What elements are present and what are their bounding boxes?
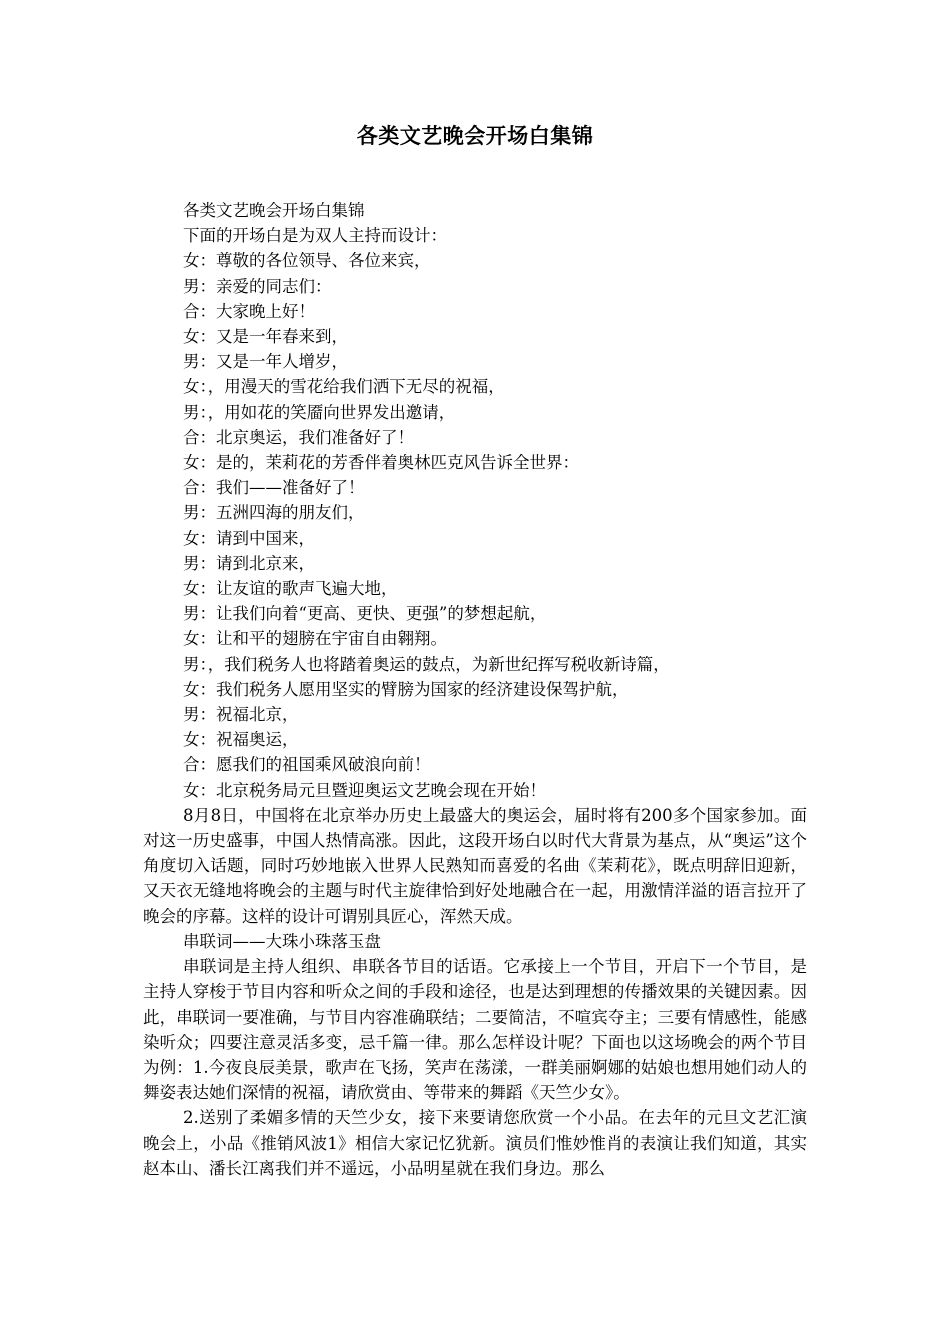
text-line: 合：愿我们的祖国乘风破浪向前！ — [183, 755, 431, 775]
text-line: 女：是的，茉莉花的芳香伴着奥林匹克风告诉全世界： — [183, 453, 579, 473]
text-line: 男：亲爱的同志们： — [183, 276, 332, 296]
text-line: 合：大家晚上好！ — [183, 301, 315, 321]
text-line: 合：北京奥运，我们准备好了！ — [183, 427, 414, 447]
text-line: 女：又是一年春来到， — [183, 327, 348, 347]
text-line: 下面的开场白是为双人主持而设计： — [183, 226, 447, 246]
transition-paragraph: 串联词是主持人组织、串联各节目的话语。它承接上一个节目，开启下一个节目，是主持人穿梭于节目内容和听众之间的手段和途径，也是达到理想的传播效果的关键因素。因此，串联词一要准确，与节目内容准确联结；二要简洁，不喧宾夺主；三要有情感性，能感染听众；四要注意灵活多变，忌千篇一律。那么怎样设计呢？下面也以这场晚会的两个节目为例：1.今夜良辰美景，歌声在飞扬，笑声在荡漾，一群美丽婀娜的姑娘也想用她们动人的舞姿表达她们深情的祝福，请欣赏由、等带来的舞蹈《天竺少女》。 — [143, 957, 807, 1103]
text-line: 男：让我们向着“更高、更快、更强”的梦想起航， — [183, 604, 547, 624]
text-line: 男：又是一年人增岁， — [183, 352, 348, 372]
text-line: 女：我们税务人愿用坚实的臂膀为国家的经济建设保驾护航， — [183, 679, 629, 699]
analysis-paragraph: 8月8日，中国将在北京举办历史上最盛大的奥运会，届时将有200多个国家参加。面对这一历史盛事，中国人热情高涨。因此，这段开场白以时代大背景为基点，从“奥运”这个角度切入话题，同时巧妙地嵌入世界人民熟知而喜爱的名曲《茉莉花》，既点明辞旧迎新，又天衣无缝地将晚会的主题与时代主旋律恰到好处地融合在一起，用激情洋溢的语言拉开了晚会的序幕。这样的设计可谓别具匠心，浑然天成。 — [143, 805, 807, 926]
text-line: 男：祝福北京， — [183, 705, 299, 725]
text-line: 男：，我们税务人也将踏着奥运的鼓点，为新世纪挥写税收新诗篇， — [183, 654, 670, 674]
text-line: 各类文艺晚会开场白集锦 — [183, 201, 365, 220]
document-body — [143, 198, 807, 1181]
section-subheading: 串联词——大珠小珠落玉盘 — [183, 931, 381, 951]
text-line: 男：请到北京来， — [183, 553, 315, 573]
text-line: 女：北京税务局元旦暨迎奥运文艺晚会现在开始！ — [183, 780, 546, 800]
document-title: 各类文艺晚会开场白集锦 — [356, 124, 594, 148]
text-line: 男：，用如花的笑靥向世界发出邀请， — [183, 402, 456, 422]
example-paragraph: 2.送别了柔媚多情的天竺少女，接下来要请您欣赏一个小品。在去年的元旦文艺汇演晚会上，小品《推销风波1》相信大家记忆犹新。演员们惟妙惟肖的表演让我们知道，其实赵本山、潘长江离我们并不遥远，小品明星就在我们身边。那么 — [143, 1108, 807, 1178]
text-line: 女：请到中国来， — [183, 528, 315, 548]
text-line: 女：尊敬的各位领导、各位来宾， — [183, 251, 431, 271]
text-line: 合：我们——准备好了！ — [183, 478, 365, 498]
text-line: 女：祝福奥运， — [183, 730, 299, 750]
text-line: 女：让和平的翅膀在宇宙自由翱翔。 — [183, 629, 447, 649]
text-line: 男：五洲四海的朋友们， — [183, 503, 365, 523]
text-line: 女：让友谊的歌声飞遍大地， — [183, 579, 398, 599]
text-line: 女：，用漫天的雪花给我们洒下无尽的祝福， — [183, 377, 505, 397]
